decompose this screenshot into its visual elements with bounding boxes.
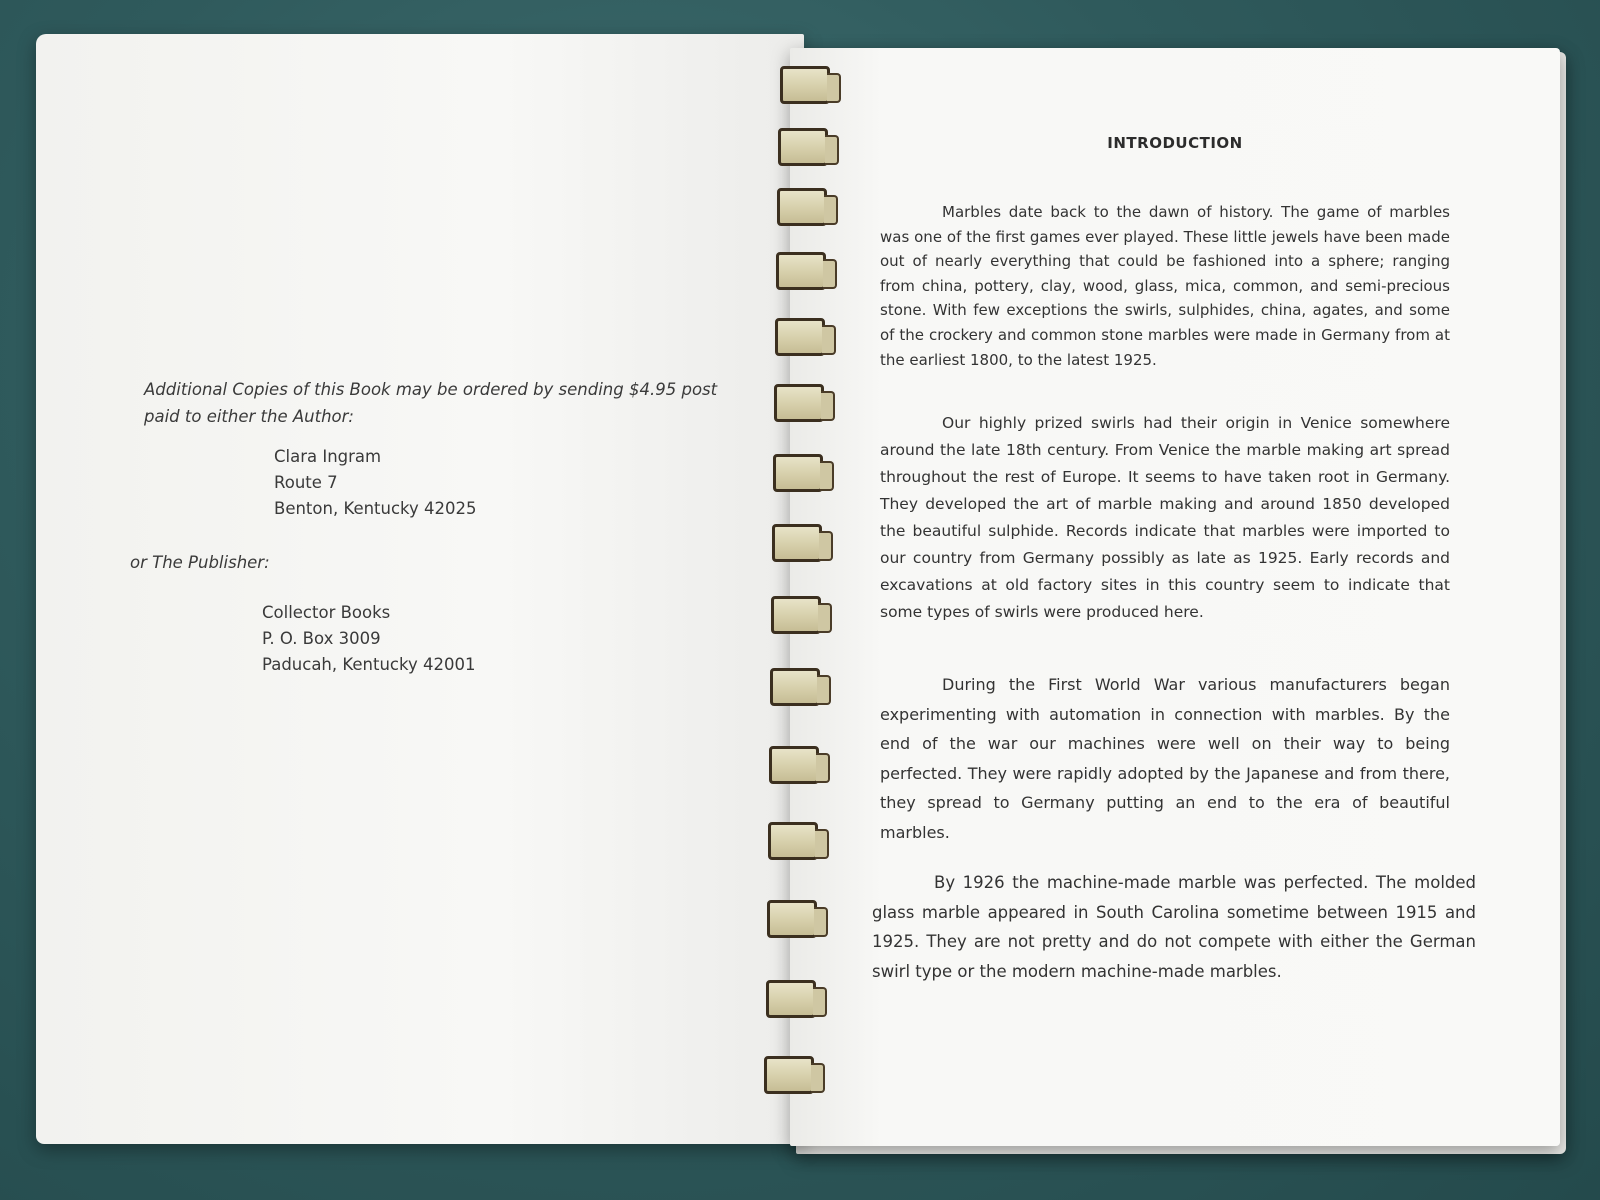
binding-coil: [776, 252, 826, 290]
publisher-intro: or The Publisher:: [130, 553, 270, 572]
binding-coil: [771, 596, 821, 634]
binding-coil: [773, 454, 823, 492]
binding-coil: [777, 188, 827, 226]
intro-paragraph-4: By 1926 the machine-made marble was perfected. The molded glass marble appeared in South Carolina sometime between 1915 and 1925. They are not pretty and do not compete with either the German swirl type or the modern machine-made marbles.: [872, 873, 1476, 981]
publisher-address: [262, 600, 475, 678]
page-title: INTRODUCTION: [1107, 134, 1243, 152]
binding-coil: [778, 128, 828, 166]
intro-paragraph-1: Marbles date back to the dawn of history. The game of marbles was one of the first games ever played. These little jewels have been made out of nearly everything that could be fashioned into a sphere; ranging from china, pottery, clay, wood, glass, mica, common, and semi-precious stone. With few exceptions the swirls, sulphides, china, agates, and some of the crockery and common stone marbles were made in Germany from at the earliest 1800, to the latest 1925.: [880, 203, 1450, 369]
binding-coil: [769, 746, 819, 784]
binding-coil: [774, 384, 824, 422]
author-address: [274, 444, 477, 522]
left-page: [36, 34, 804, 1144]
intro-paragraph-3: During the First World War various manufacturers began experimenting with automation in connection with marbles. By the end of the war our machines were well on their way to being perfected. They were rapidly adopted by the Japanese and from there, they spread to Germany putting an end to the era of beautiful marbles.: [880, 675, 1450, 842]
publisher-city: Paducah, Kentucky 42001: [262, 655, 476, 674]
publisher-pobox: P. O. Box 3009: [262, 629, 381, 648]
author-city: Benton, Kentucky 42025: [274, 499, 477, 518]
order-info-text: Additional Copies of this Book may be ordered by sending $4.95 post paid to either the Author:: [144, 380, 718, 426]
author-name: Clara Ingram: [274, 447, 382, 466]
right-page: [790, 48, 1560, 1146]
binding-coil: [767, 900, 817, 938]
binding-coil: [766, 980, 816, 1018]
binding-coil: [770, 668, 820, 706]
intro-paragraph-2: Our highly prized swirls had their origin in Venice somewhere around the late 18th century. From Venice the marble making art spread throughout the rest of Europe. It seems to have taken root in Germany. They developed the art of marble making and around 1850 developed the beautiful sulphide. Records indicate that marbles were imported to our country from Germany possibly as late as 1925. Early records and excavations at old factory sites in this country seem to indicate that some types of swirls were produced here.: [880, 414, 1450, 621]
binding-coil: [780, 66, 830, 104]
binding-coil: [764, 1056, 814, 1094]
publisher-name: Collector Books: [262, 603, 391, 622]
binding-coil: [772, 524, 822, 562]
binding-coil: [768, 822, 818, 860]
binding-coil: [775, 318, 825, 356]
author-street: Route 7: [274, 473, 338, 492]
